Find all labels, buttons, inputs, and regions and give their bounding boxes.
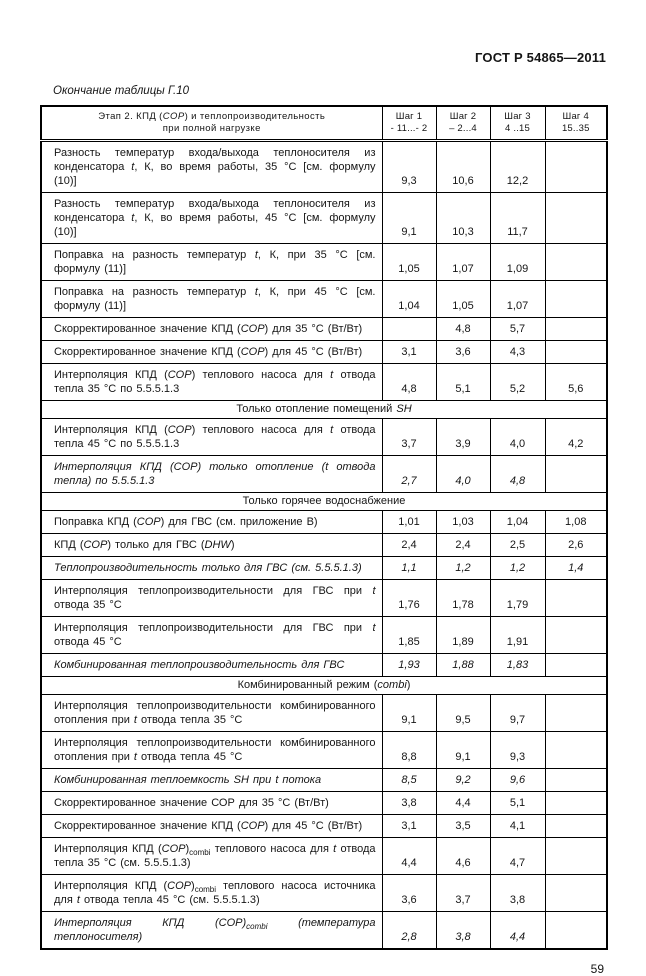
- table-title-line2: при полной нагрузке: [162, 123, 261, 134]
- table-row: [41, 456, 607, 493]
- row-value: 1,01: [382, 511, 436, 534]
- row-label: Разность температур входа/выхода теплоносителя из конденсатора t, К, во время работы, 35 °С [см. формулу (10)]: [41, 141, 382, 193]
- row-label: Скорректированное значение КПД (COP) для 35 °С (Вт/Вт): [41, 318, 382, 341]
- row-value: 9,3: [490, 732, 545, 769]
- row-value: 9,2: [436, 769, 490, 792]
- row-value: [545, 318, 607, 341]
- row-value: 2,4: [436, 534, 490, 557]
- table-row: [41, 792, 607, 815]
- row-value: [545, 580, 607, 617]
- row-value: 9,1: [436, 732, 490, 769]
- row-value: 1,89: [436, 617, 490, 654]
- row-value: 4,4: [436, 792, 490, 815]
- table-title-line1: Этап 2. КПД (COP) и теплопроизводительность: [98, 111, 326, 122]
- row-value: 1,79: [490, 580, 545, 617]
- row-value: 1,05: [436, 281, 490, 318]
- row-value: 3,7: [436, 875, 490, 912]
- row-value: 4,4: [382, 838, 436, 875]
- row-value: 4,8: [490, 456, 545, 493]
- row-label: Поправка на разность температур t, К, при 35 °С [см. формулу (11)]: [41, 244, 382, 281]
- table-row: [41, 419, 607, 456]
- row-value: 1,07: [490, 281, 545, 318]
- table-row: [41, 193, 607, 244]
- row-label: Интерполяция теплопроизводительности комбинированного отопления при t отвода тепла 45 °С: [41, 732, 382, 769]
- table-row: [41, 732, 607, 769]
- row-label: Интерполяция КПД $(COP)_{combi}$ теплового насоса для t отвода тепла 35 °С (см. 5.5.5.1.3): [41, 838, 382, 875]
- section-header-row: [41, 401, 607, 419]
- row-value: 1,05: [382, 244, 436, 281]
- table-row: [41, 141, 607, 193]
- page-number: 59: [590, 962, 604, 976]
- table-row: [41, 695, 607, 732]
- row-label: Поправка на разность температур t, К, при 45 °С [см. формулу (11)]: [41, 281, 382, 318]
- row-value: [545, 815, 607, 838]
- row-value: [545, 654, 607, 677]
- section-header-row: [41, 493, 607, 511]
- row-value: 1,04: [382, 281, 436, 318]
- step3-label: Шаг 3: [504, 111, 531, 122]
- row-label: Интерполяция теплопроизводительности для ГВС при t отвода 35 °С: [41, 580, 382, 617]
- row-value: 11,7: [490, 193, 545, 244]
- row-value: 9,3: [382, 141, 436, 193]
- row-value: 3,5: [436, 815, 490, 838]
- data-table: [40, 105, 608, 950]
- row-value: 1,2: [490, 557, 545, 580]
- row-value: 1,93: [382, 654, 436, 677]
- row-label: Интерполяция теплопроизводительности комбинированного отопления при t отвода тепла 35 °С: [41, 695, 382, 732]
- table-row: [41, 341, 607, 364]
- row-label: Скорректированное значение КПД (COP) для 45 °С (Вт/Вт): [41, 815, 382, 838]
- row-label: Интерполяция КПД $(COP)_{combi}$ (температура теплоносителя): [41, 912, 382, 950]
- row-value: [545, 244, 607, 281]
- row-value: [545, 838, 607, 875]
- table-row: [41, 364, 607, 401]
- table-row: [41, 815, 607, 838]
- row-value: 4,6: [436, 838, 490, 875]
- row-value: 1,1: [382, 557, 436, 580]
- row-value: 4,8: [382, 364, 436, 401]
- step1-label: Шаг 1: [395, 111, 423, 122]
- section-header-label: Только горячее водоснабжение: [41, 493, 607, 511]
- row-label: Скорректированное значение КПД (COP) для 45 °С (Вт/Вт): [41, 341, 382, 364]
- row-label: Интерполяция КПД (COP) теплового насоса для t отвода тепла 45 °С по 5.5.5.1.3: [41, 419, 382, 456]
- row-value: 3,6: [436, 341, 490, 364]
- row-value: 2,8: [382, 912, 436, 950]
- table-row: [41, 557, 607, 580]
- step4-column-header: [545, 106, 607, 141]
- row-label: Комбинированная теплоемкость SH при t потока: [41, 769, 382, 792]
- row-label: Скорректированное значение СОР для 35 °С (Вт/Вт): [41, 792, 382, 815]
- row-value: 3,6: [382, 875, 436, 912]
- row-value: 1,88: [436, 654, 490, 677]
- row-label: Поправка КПД (COP) для ГВС (см. приложение В): [41, 511, 382, 534]
- step4-label: Шаг 4: [562, 111, 589, 122]
- table-header-row: [41, 106, 607, 141]
- step3-range: 4 ..15: [505, 123, 530, 134]
- table-caption: Окончание таблицы Г.10: [53, 85, 190, 97]
- row-value: 5,7: [490, 318, 545, 341]
- row-value: 2,7: [382, 456, 436, 493]
- table-title-header: [41, 106, 382, 141]
- row-value: [545, 193, 607, 244]
- row-value: 3,9: [436, 419, 490, 456]
- row-label: Теплопроизводительность только для ГВС (см. 5.5.5.1.3): [41, 557, 382, 580]
- row-value: 4,2: [545, 419, 607, 456]
- table-row: [41, 769, 607, 792]
- row-value: 9,1: [382, 695, 436, 732]
- row-value: 9,7: [490, 695, 545, 732]
- row-label: Интерполяция теплопроизводительности для ГВС при t отвода 45 °С: [41, 617, 382, 654]
- table-row: [41, 875, 607, 912]
- row-value: [545, 141, 607, 193]
- row-value: 1,08: [545, 511, 607, 534]
- row-value: [545, 769, 607, 792]
- row-value: 1,4: [545, 557, 607, 580]
- section-header-row: [41, 677, 607, 695]
- row-value: 4,7: [490, 838, 545, 875]
- row-value: 2,4: [382, 534, 436, 557]
- row-value: 1,78: [436, 580, 490, 617]
- row-value: 1,83: [490, 654, 545, 677]
- row-value: 5,2: [490, 364, 545, 401]
- row-value: 3,8: [490, 875, 545, 912]
- table-row: [41, 580, 607, 617]
- row-label: Комбинированная теплопроизводительность для ГВС: [41, 654, 382, 677]
- step4-range: 15..35: [561, 123, 590, 134]
- row-value: [545, 617, 607, 654]
- step3-column-header: [490, 106, 545, 141]
- row-value: [545, 792, 607, 815]
- row-label: Интерполяция КПД (COP) теплового насоса для t отвода тепла 35 °С по 5.5.5.1.3: [41, 364, 382, 401]
- row-value: 1,07: [436, 244, 490, 281]
- row-value: 1,91: [490, 617, 545, 654]
- row-value: 3,1: [382, 341, 436, 364]
- row-value: 4,3: [490, 341, 545, 364]
- row-value: 2,6: [545, 534, 607, 557]
- row-value: 10,3: [436, 193, 490, 244]
- row-value: 9,6: [490, 769, 545, 792]
- row-value: 1,03: [436, 511, 490, 534]
- table-row: [41, 912, 607, 950]
- row-value: 4,1: [490, 815, 545, 838]
- row-value: [545, 875, 607, 912]
- row-value: [545, 281, 607, 318]
- row-value: 1,09: [490, 244, 545, 281]
- row-value: 9,1: [382, 193, 436, 244]
- row-value: 8,8: [382, 732, 436, 769]
- row-label: Интерполяция КПД $(COP)_{combi}$ теплового насоса источника для t отвода тепла 45 °С (см. 5.5.5.1.3): [41, 875, 382, 912]
- row-value: 1,85: [382, 617, 436, 654]
- row-value: 8,5: [382, 769, 436, 792]
- table-row: [41, 318, 607, 341]
- row-value: 1,2: [436, 557, 490, 580]
- row-value: 12,2: [490, 141, 545, 193]
- row-label: Интерполяция КПД (COP) только отопление (t отвода тепла) по 5.5.5.1.3: [41, 456, 382, 493]
- table-row: [41, 617, 607, 654]
- step1-range: - 11...- 2: [390, 123, 428, 134]
- row-value: 4,8: [436, 318, 490, 341]
- table-row: [41, 838, 607, 875]
- row-value: 5,1: [490, 792, 545, 815]
- row-value: 3,8: [436, 912, 490, 950]
- row-value: [545, 695, 607, 732]
- section-header-label: Комбинированный режим (combi): [41, 677, 607, 695]
- row-value: 1,76: [382, 580, 436, 617]
- table-row: [41, 244, 607, 281]
- step2-range: – 2...4: [449, 123, 477, 134]
- row-value: 4,4: [490, 912, 545, 950]
- step2-label: Шаг 2: [449, 111, 477, 122]
- row-value: 10,6: [436, 141, 490, 193]
- row-value: 2,5: [490, 534, 545, 557]
- row-value: 5,1: [436, 364, 490, 401]
- table-row: [41, 281, 607, 318]
- row-value: 4,0: [490, 419, 545, 456]
- row-value: [545, 341, 607, 364]
- step2-column-header: [436, 106, 490, 141]
- step1-column-header: [382, 106, 436, 141]
- row-value: [382, 318, 436, 341]
- row-value: 1,04: [490, 511, 545, 534]
- row-value: 3,7: [382, 419, 436, 456]
- row-value: 4,0: [436, 456, 490, 493]
- document-standard-header: ГОСТ Р 54865—2011: [475, 50, 606, 65]
- table-row: [41, 654, 607, 677]
- row-value: 5,6: [545, 364, 607, 401]
- row-value: [545, 912, 607, 950]
- table-row: [41, 511, 607, 534]
- row-value: [545, 456, 607, 493]
- row-value: 3,1: [382, 815, 436, 838]
- row-label: Разность температур входа/выхода теплоносителя из конденсатора t, К, во время работы, 45 °С [см. формулу (10)]: [41, 193, 382, 244]
- section-header-label: Только отопление помещений SH: [41, 401, 607, 419]
- row-label: КПД (COP) только для ГВС (DHW): [41, 534, 382, 557]
- row-value: 9,5: [436, 695, 490, 732]
- row-value: 3,8: [382, 792, 436, 815]
- table-row: [41, 534, 607, 557]
- row-value: [545, 732, 607, 769]
